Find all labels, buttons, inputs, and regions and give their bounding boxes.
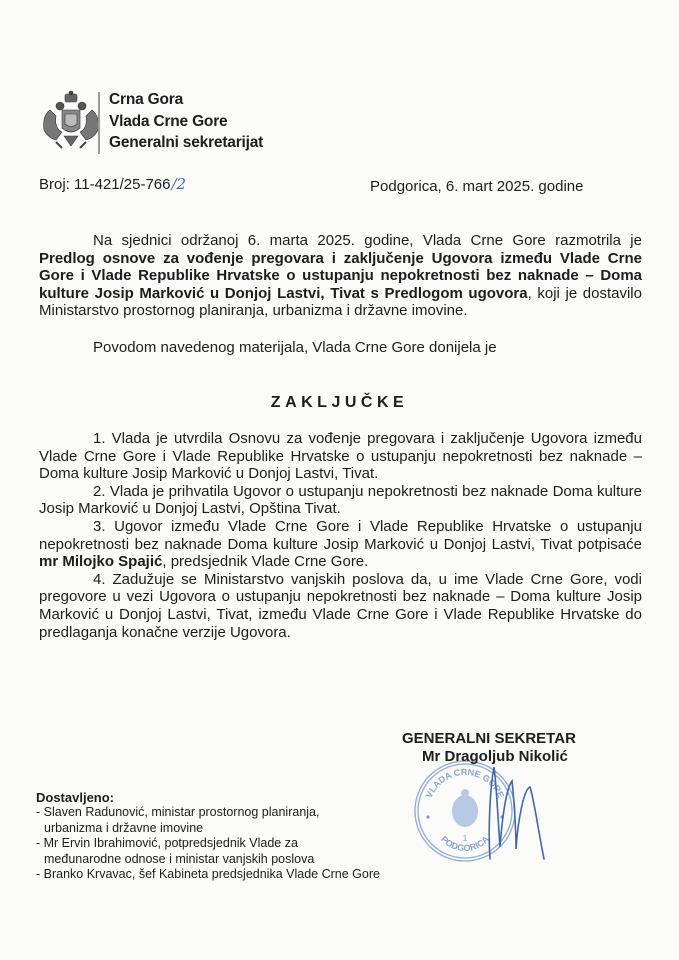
org-country: Crna Gora xyxy=(109,91,183,108)
handwritten-suffix: /2 xyxy=(171,175,187,193)
intro-text-1: Na sjednici održanoj 6. marta 2025. godine, Vlada Crne Gore razmotrila je xyxy=(93,232,642,249)
conclusion-3-text-2: , predsjednik Vlade Crne Gore. xyxy=(162,553,369,571)
reference-number-label: Broj: 11-421/25-766 xyxy=(39,176,171,193)
organization-header xyxy=(109,89,263,154)
org-government: Vlada Crne Gore xyxy=(109,112,228,130)
svg-text:1: 1 xyxy=(462,834,468,843)
place-date: Podgorica, 6. mart 2025. godine xyxy=(370,178,584,195)
intro-paragraph xyxy=(39,232,642,320)
reference-number xyxy=(39,175,186,193)
distribution-label: Dostavljeno: xyxy=(36,790,115,805)
conclusions-list xyxy=(39,430,642,641)
distribution-item: - Slaven Radunović, ministar prostornog planiranja, xyxy=(36,805,320,820)
distribution-item-continued: urbanizma i državne imovine xyxy=(44,820,204,835)
org-department: Generalni sekretarijat xyxy=(109,134,264,151)
conclusion-4: 4. Zadužuje se Ministarstvo vanjskih poslova da, u ime Vlade Crne Gore, vodi pregovore u vezi Ugovora o ustupanju nepokretnosti bez naknade – Doma kulture Josip Marković u Donjoj Lastvi, Tivat, između Vlade Crne Gore i Vlade Republike Hrvatske do predlaganja konačne verzije Ugovora. xyxy=(39,570,642,641)
distribution-item: - Branko Krvavac, šef Kabineta predsjednika Vlade Crne Gore xyxy=(36,867,380,882)
conclusion-3 xyxy=(39,518,642,571)
povodom-paragraph: Povodom navedenog materijala, Vlada Crne Gore donijela je xyxy=(93,339,497,356)
signatory-title: GENERALNI SEKRETAR xyxy=(402,730,576,747)
intro-text-3: , koji je dostavilo Ministarstvo prostornog planiranja, urbanizma i državne imovine. xyxy=(39,284,642,320)
coat-of-arms-icon xyxy=(36,88,106,158)
svg-text:PODGORICA: PODGORICA xyxy=(439,834,491,854)
distribution-list xyxy=(36,790,380,882)
svg-text:VLADA CRNE GORE: VLADA CRNE GORE xyxy=(423,766,507,800)
conclusion-3-text-1: 3. Ugovor između Vlade Crne Gore i Vlade Republike Hrvatske o ustupanju nepokretnosti bez naknade Doma kulture Josip Marković u Donjoj Lastvi, Tivat potpisaće xyxy=(39,517,642,553)
distribution-item: - Mr Ervin Ibrahimović, potpredsjednik Vlade za xyxy=(36,836,298,851)
header-divider xyxy=(98,92,100,154)
distribution-item-continued: međunarodne odnose i ministar vanjskih poslova xyxy=(44,851,315,866)
section-heading: ZAKLJUČKE xyxy=(270,394,409,411)
conclusion-1: 1. Vlada je utvrdila Osnovu za vođenje pregovara i zaključenje Ugovora između Vlade Crne Gore i Vlade Republike Hrvatske o ustupanju nepokretnosti bez naknade – Doma kulture Josip Marković u Donjoj Lastvi, Tivat. xyxy=(39,430,642,483)
signatory-name: Mr Dragoljub Nikolić xyxy=(422,748,568,765)
intro-bold-title: Predlog osnove za vođenje pregovara i zaključenje Ugovora između Vlade Crne Gore i Vlade Republike Hrvatske o ustupanju nepokretnosti bez naknade – Doma kulture Josip Marković u Donjoj Lastvi, Tivat s Predlogom ugovora xyxy=(39,249,642,302)
conclusion-2: 2. Vlada je prihvatila Ugovor o ustupanju nepokretnosti bez naknade Doma kulture Josip Marković u Donjoj Lastvi, Opština Tivat. xyxy=(39,482,642,518)
handwritten-signature-icon xyxy=(486,759,548,864)
conclusion-3-signatory: mr Milojko Spajić xyxy=(39,553,163,571)
